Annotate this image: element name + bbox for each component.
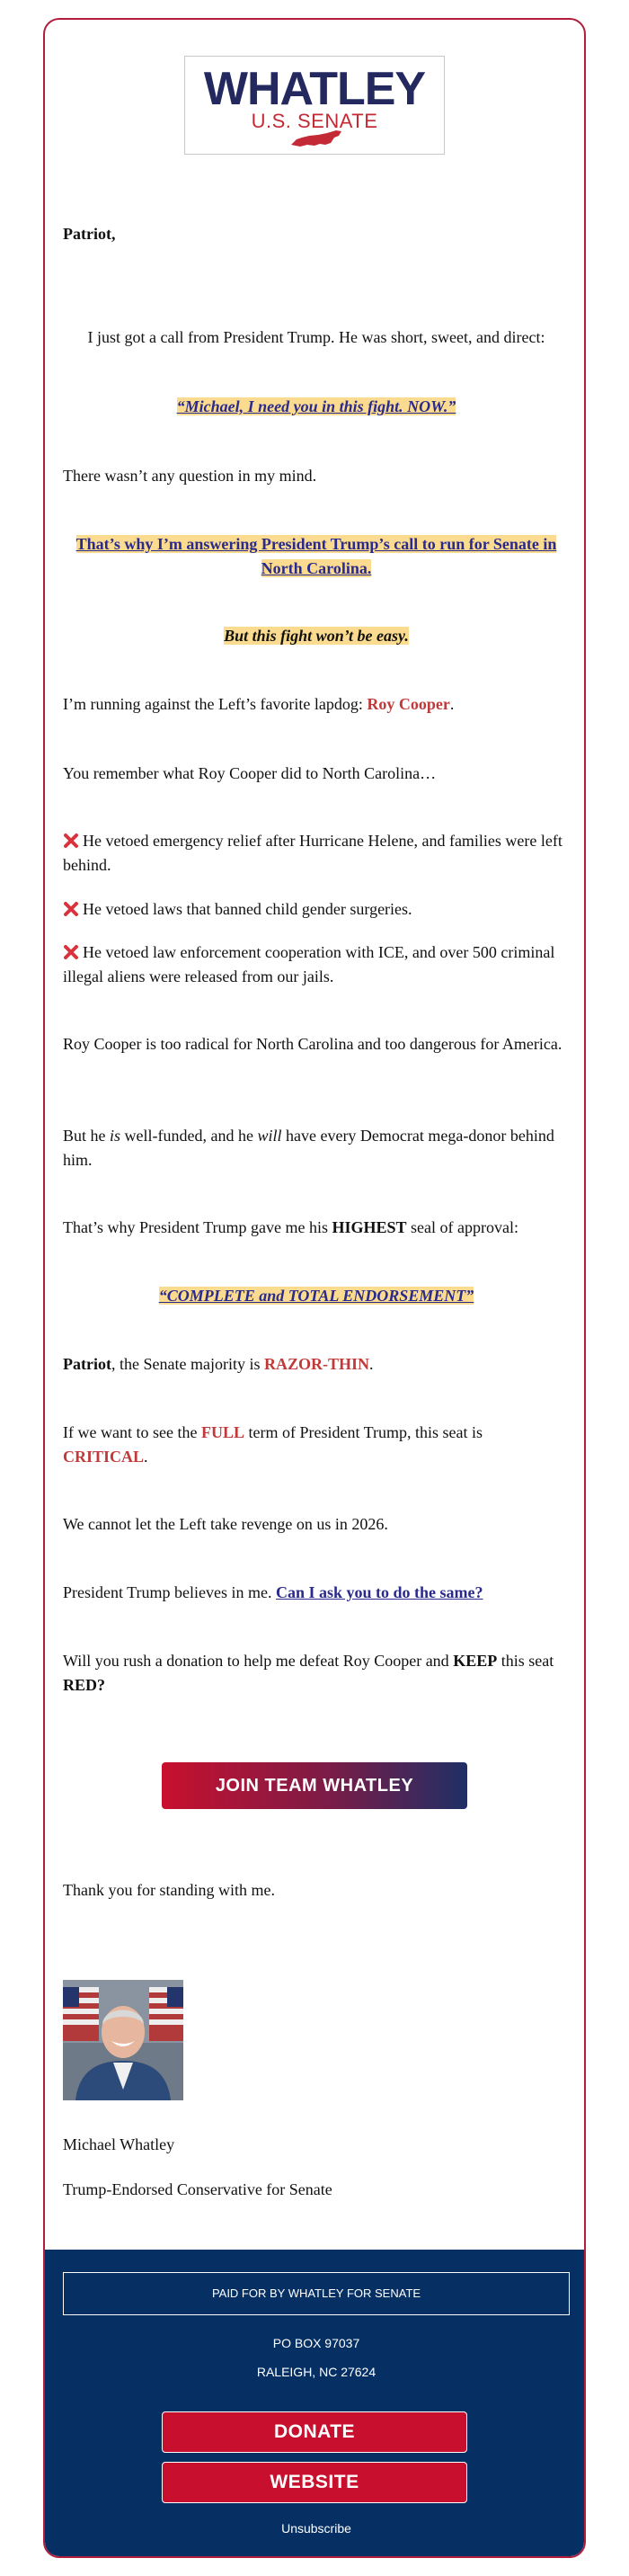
email-card — [43, 18, 586, 2558]
donate-button[interactable]: DONATE — [162, 2411, 467, 2453]
answering-call-link[interactable]: That’s why I’m answering President Trump’s call to run for Senate in North Carolina. — [75, 535, 557, 577]
cross-mark-icon — [63, 901, 79, 917]
candidate-photo — [63, 1980, 183, 2100]
seal-prefix: That’s why President Trump gave me his — [63, 1218, 332, 1236]
greeting-text: Patriot, — [63, 225, 116, 243]
greeting — [63, 222, 570, 246]
rush-paragraph — [63, 1649, 570, 1698]
veto-text-3: He vetoed law enforcement cooperation with ICE, and over 500 criminal illegal aliens were released from our jails. — [63, 943, 555, 985]
full-term-part: term of President Trump, this seat is — [244, 1423, 483, 1441]
unsubscribe-link[interactable]: Unsubscribe — [281, 2521, 351, 2536]
rush-part: Will you rush a donation to help me defeat Roy Cooper and — [63, 1652, 454, 1670]
no-question-paragraph: There wasn’t any question in my mind. — [63, 467, 317, 485]
majority-end: . — [368, 1355, 374, 1373]
signature-title: Trump-Endorsed Conservative for Senate — [63, 2180, 332, 2198]
rush-part: this seat — [497, 1652, 554, 1670]
endorsement-link[interactable]: “COMPLETE and TOTAL ENDORSEMENT” — [158, 1287, 474, 1305]
endorsement-quote[interactable] — [63, 1284, 570, 1308]
remember-paragraph: You remember what Roy Cooper did to North Carolina… — [63, 764, 437, 782]
paid-for-disclaimer: PAID FOR BY WHATLEY FOR SENATE — [63, 2272, 570, 2315]
majority-paragraph — [63, 1352, 570, 1377]
full-term-part: . — [144, 1448, 148, 1466]
too-radical-paragraph: Roy Cooper is too radical for North Carolina and too dangerous for America. — [63, 1035, 563, 1053]
footer-city: RALEIGH, NC 27624 — [256, 2365, 377, 2379]
veto-item — [63, 940, 570, 989]
red-text: RED? — [63, 1676, 106, 1694]
seal-suffix: seal of approval: — [406, 1218, 518, 1236]
well-funded-part: well-funded, and he — [120, 1127, 258, 1145]
well-funded-part: have every Democrat mega-donor behind him. — [63, 1127, 554, 1169]
running-against-paragraph — [63, 692, 570, 717]
footer-po-box: PO BOX 97037 — [272, 2336, 360, 2350]
majority-text: , the Senate majority is — [111, 1355, 264, 1373]
join-team-button[interactable]: JOIN TEAM WHATLEY — [162, 1762, 467, 1809]
well-funded-part: But he — [63, 1127, 110, 1145]
full-text: FULL — [200, 1423, 244, 1441]
candidate-portrait-image — [63, 1980, 183, 2100]
logo-subtitle: U.S. SENATE — [251, 110, 378, 132]
full-term-paragraph — [63, 1421, 570, 1469]
not-easy — [63, 624, 570, 648]
roy-cooper-name: Roy Cooper — [367, 695, 450, 713]
intro-paragraph: I just got a call from President Trump. He was short, sweet, and direct: — [87, 328, 545, 346]
north-carolina-map-icon — [289, 129, 343, 148]
well-funded-paragraph — [63, 1124, 570, 1172]
seal-paragraph — [63, 1216, 570, 1240]
full-term-part: If we want to see the — [63, 1423, 201, 1441]
website-button[interactable]: WEBSITE — [162, 2462, 467, 2503]
signature-name: Michael Whatley — [63, 2135, 175, 2153]
seal-highest: HIGHEST — [332, 1218, 407, 1236]
ask-you-link[interactable]: Can I ask you to do the same? — [276, 1583, 483, 1601]
trump-quote[interactable] — [63, 395, 570, 419]
thanks-paragraph: Thank you for standing with me. — [63, 1881, 275, 1899]
not-easy-text: But this fight won’t be easy. — [224, 627, 409, 645]
keep-text: KEEP — [453, 1652, 498, 1670]
veto-item — [63, 897, 570, 922]
well-funded-is: is — [110, 1127, 121, 1145]
veto-text-2: He vetoed laws that banned child gender surgeries. — [83, 900, 412, 918]
revenge-paragraph: We cannot let the Left take revenge on us in 2026. — [63, 1515, 388, 1533]
believes-paragraph — [63, 1581, 570, 1605]
running-against-suffix: . — [449, 695, 455, 713]
logo-name: WHATLEY — [203, 63, 426, 115]
majority-patriot: Patriot — [63, 1355, 111, 1373]
veto-text-1: He vetoed emergency relief after Hurricane Helene, and families were left behind. — [63, 832, 563, 874]
critical-text: CRITICAL — [63, 1448, 145, 1466]
answering-call[interactable] — [63, 532, 570, 581]
believes-prefix: President Trump believes in me. — [63, 1583, 276, 1601]
running-against-prefix: I’m running against the Left’s favorite lapdog: — [63, 695, 368, 713]
whatley-logo — [184, 56, 445, 155]
razor-thin-text: RAZOR-THIN — [263, 1355, 369, 1373]
well-funded-will: will — [257, 1127, 282, 1145]
veto-item — [63, 829, 570, 878]
cross-mark-icon — [63, 833, 79, 849]
footer — [45, 2250, 586, 2558]
trump-quote-link[interactable]: “Michael, I need you in this fight. NOW.” — [176, 397, 456, 415]
cross-mark-icon — [63, 944, 79, 960]
